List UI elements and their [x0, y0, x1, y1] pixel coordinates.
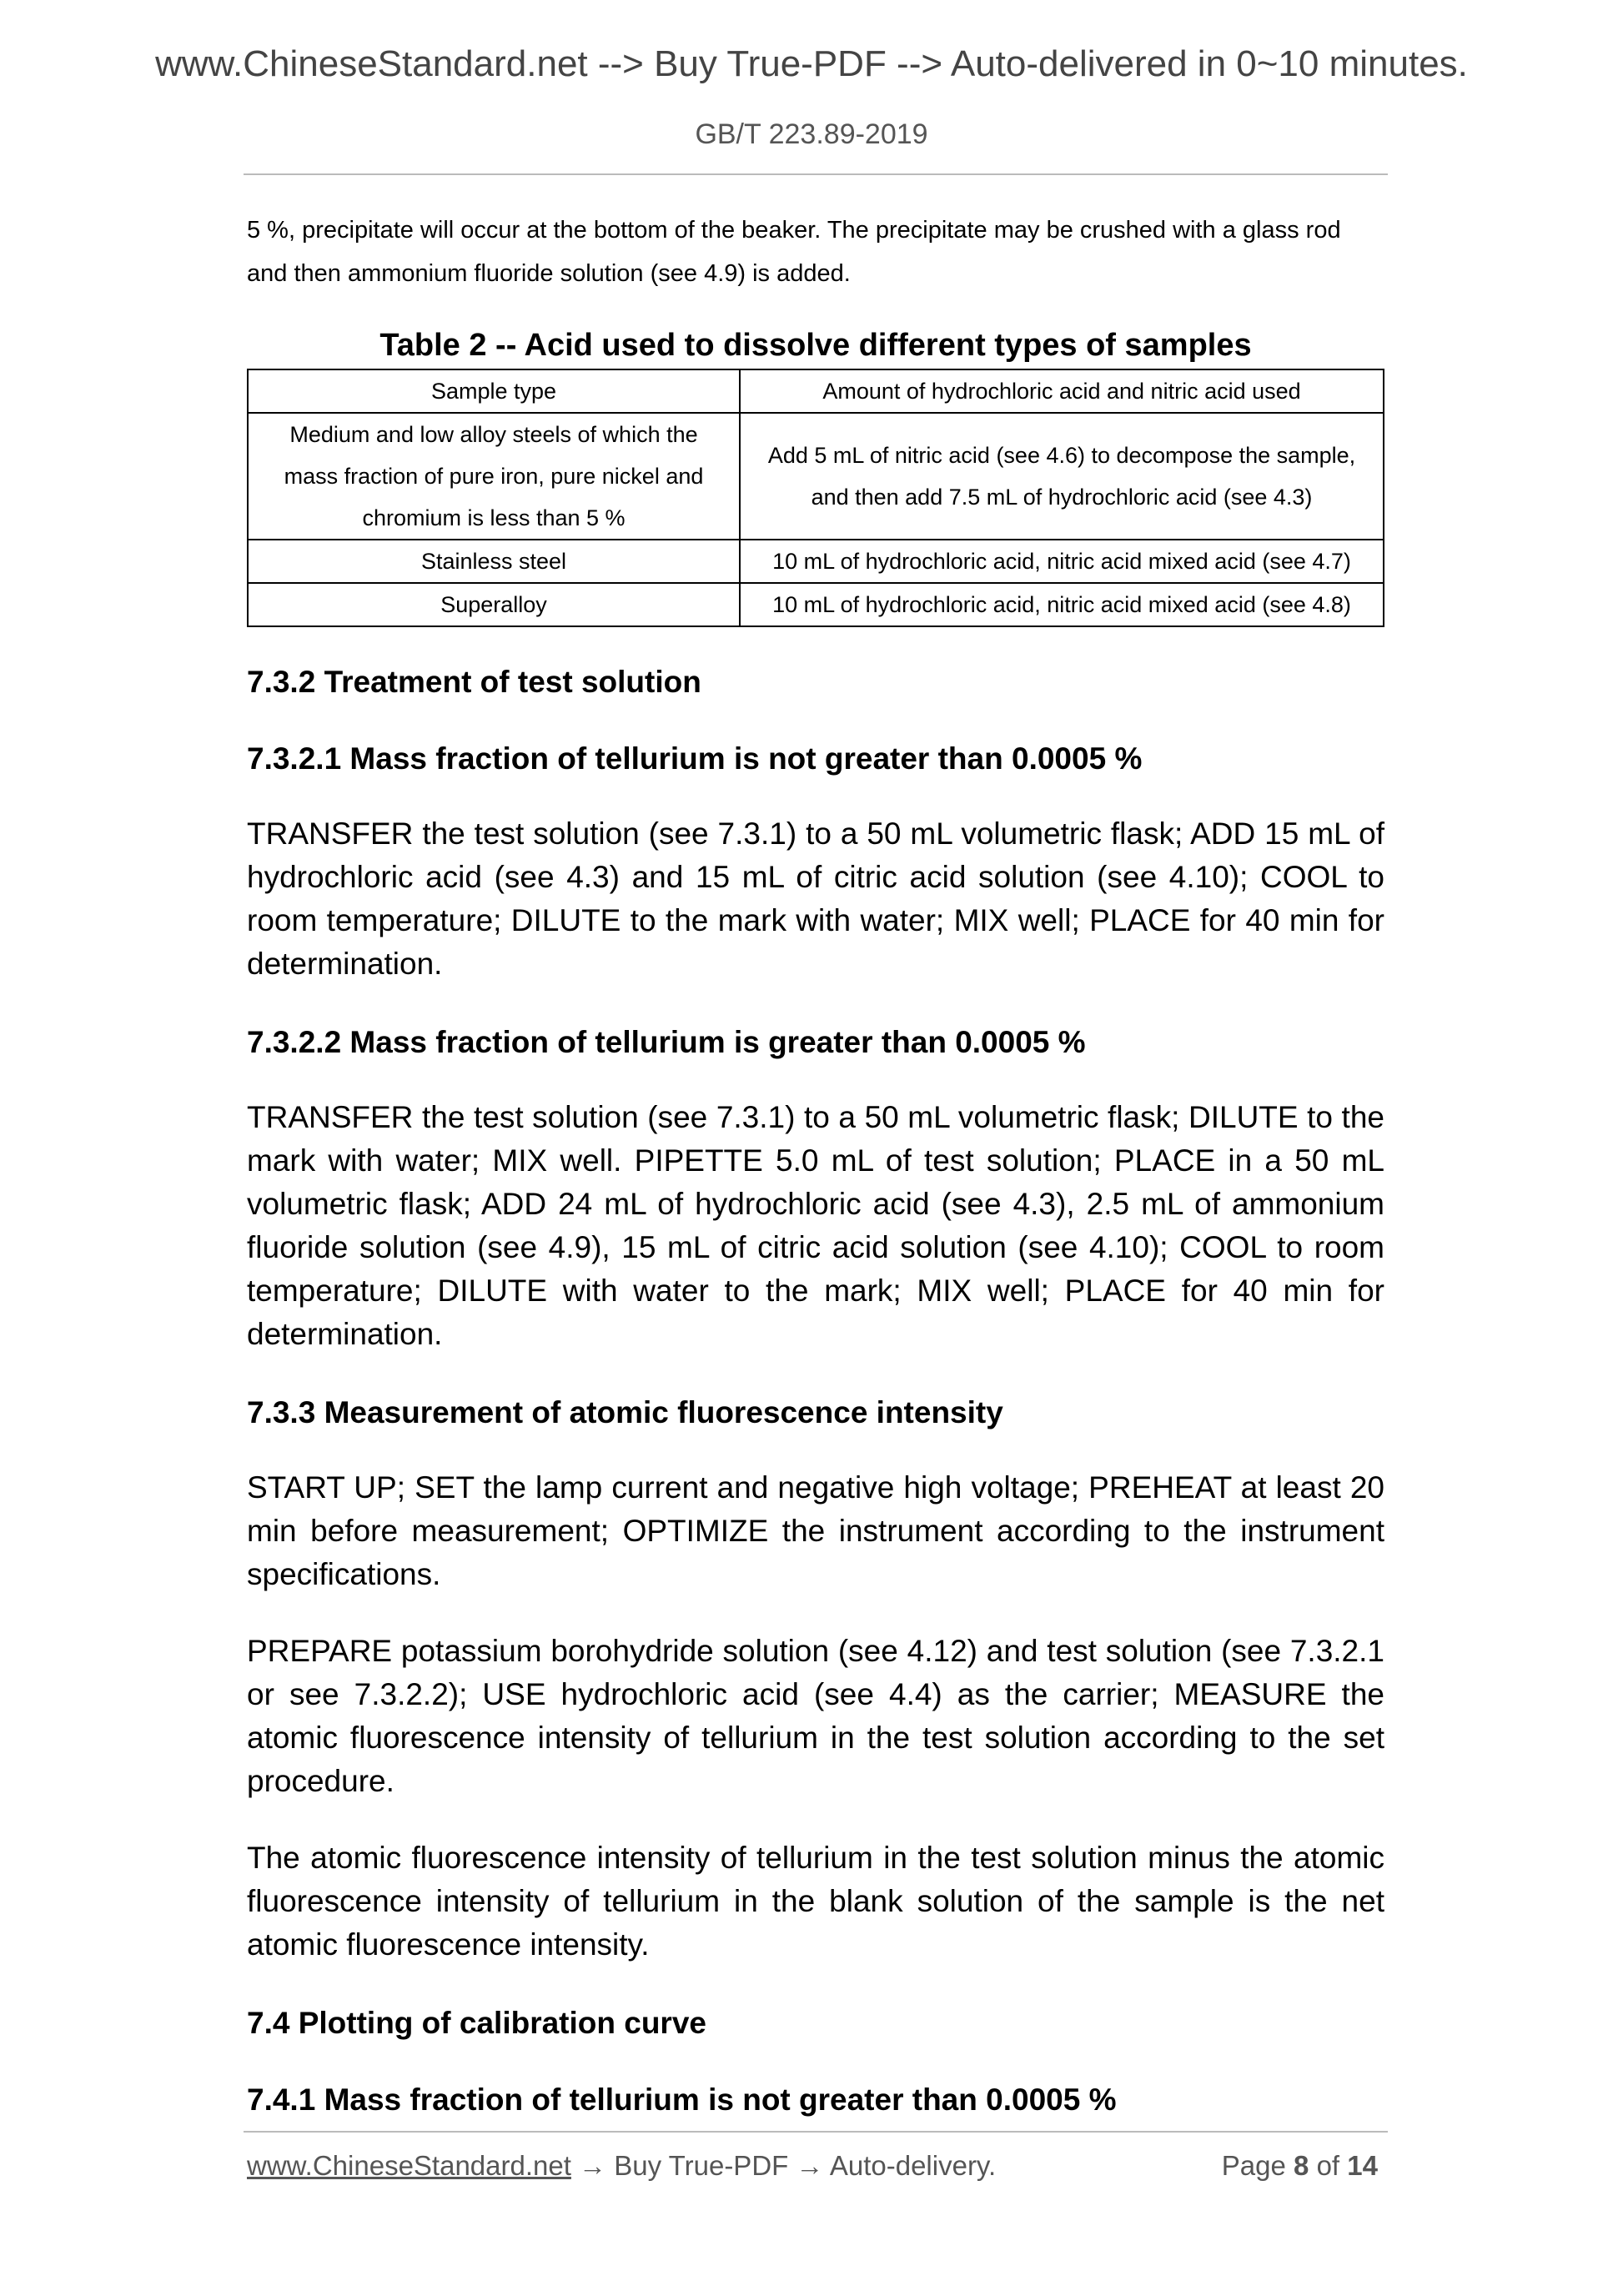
paragraph-7-3-2-1: TRANSFER the test solution (see 7.3.1) to a 50 mL volumetric flask; ADD 15 mL of hydrochloric acid (see 4.3) and 15 mL of citric acid solution (see 4.10); COOL to room temperature; DILUTE to the mark with water; MIX well; PLACE for 40 min for determination.: [247, 816, 1384, 981]
section-heading-7-3-3: 7.3.3 Measurement of atomic fluorescence intensity: [247, 1395, 1003, 1429]
top-banner[interactable]: www.ChineseStandard.net --> Buy True-PDF --> Auto-delivered in 0~10 minutes.: [155, 43, 1468, 84]
paragraph-7-3-3-a: START UP; SET the lamp current and negative high voltage; PREHEAT at least 20 min before measurement; OPTIMIZE the instrument according to the instrument specifications.: [247, 1470, 1384, 1591]
table-cell-line: mass fraction of pure iron, pure nickel and: [284, 464, 704, 489]
table-row: [248, 583, 1384, 626]
section-heading-7-4: 7.4 Plotting of calibration curve: [247, 2006, 706, 2040]
footer-delivery-text: Auto-delivery.: [829, 2150, 997, 2181]
header-divider: [244, 173, 1388, 175]
section-heading-7-3-2-1: 7.3.2.1 Mass fraction of tellurium is not greater than 0.0005 %: [247, 741, 1143, 776]
section-heading-7-4-1: 7.4.1 Mass fraction of tellurium is not greater than 0.0005 %: [247, 2082, 1117, 2117]
acid-table: [247, 369, 1384, 627]
table-cell: Superalloy: [248, 583, 740, 626]
paragraph-7-3-2-2: TRANSFER the test solution (see 7.3.1) to a 50 mL volumetric flask; DILUTE to the mark with water; MIX well. PIPETTE 5.0 mL of test solution; PLACE in a 50 mL volumetric flask; ADD 24 mL of hydrochloric acid (see 4.3), 2.5 mL of ammonium fluoride solution (see 4.9), 15 mL of citric acid solution (see 4.10); COOL to room temperature; DILUTE with water to the mark; MIX well; PLACE for 40 min for determination.: [247, 1100, 1384, 1351]
table-cell: Stainless steel: [248, 540, 740, 583]
page-number: [1222, 2150, 1378, 2182]
table-caption: Table 2 -- Acid used to dissolve different types of samples: [379, 328, 1252, 363]
table-cell: [248, 413, 740, 540]
standard-code: GB/T 223.89-2019: [695, 118, 928, 150]
table-cell: [740, 413, 1384, 540]
total-pages: 14: [1347, 2150, 1378, 2181]
intro-paragraph: 5 %, precipitate will occur at the bottom of the beaker. The precipitate may be crushed with a glass rod and then ammonium fluoride solution (see 4.9) is added.: [247, 217, 1341, 287]
arrow-icon: →: [579, 2150, 607, 2181]
table-row: [248, 413, 1384, 540]
table-header-cell: Sample type: [248, 369, 740, 413]
table-header-cell: Amount of hydrochloric acid and nitric acid used: [740, 369, 1384, 413]
table-cell: 10 mL of hydrochloric acid, nitric acid mixed acid (see 4.7): [740, 540, 1384, 583]
paragraph-7-3-3-b: PREPARE potassium borohydride solution (see 4.12) and test solution (see 7.3.2.1 or see 7.3.2.2); USE hydrochloric acid (see 4.4) as the carrier; MEASURE the atomic fluorescence intensity of tellurium in the test solution according to the set procedure.: [247, 1634, 1384, 1798]
table-cell-line: chromium is less than 5 %: [362, 505, 626, 530]
table-cell-line: Medium and low alloy steels of which the: [289, 422, 698, 447]
page-footer: [247, 2150, 1381, 2182]
of-word: of: [1316, 2150, 1340, 2181]
table-cell-line: and then add 7.5 mL of hydrochloric acid (see 4.3): [811, 485, 1313, 510]
arrow-icon: →: [796, 2150, 824, 2181]
footer-link[interactable]: www.ChineseStandard.net: [247, 2150, 571, 2181]
table-header-row: [248, 369, 1384, 413]
paragraph-7-3-3-c: The atomic fluorescence intensity of tellurium in the test solution minus the atomic fluorescence intensity of tellurium in the blank solution of the sample is the net atomic fluorescence intensity.: [247, 1841, 1384, 1962]
footer-buy-text: Buy True-PDF: [614, 2150, 789, 2181]
page-word: Page: [1221, 2150, 1286, 2181]
table-row: [248, 540, 1384, 583]
current-page: 8: [1294, 2150, 1309, 2181]
section-heading-7-3-2: 7.3.2 Treatment of test solution: [247, 665, 701, 699]
table-cell: 10 mL of hydrochloric acid, nitric acid mixed acid (see 4.8): [740, 583, 1384, 626]
table-cell-line: Add 5 mL of nitric acid (see 4.6) to decompose the sample,: [767, 443, 1356, 468]
page-content: [247, 208, 1384, 2120]
footer-divider: [244, 2131, 1388, 2133]
section-heading-7-3-2-2: 7.3.2.2 Mass fraction of tellurium is greater than 0.0005 %: [247, 1025, 1086, 1059]
